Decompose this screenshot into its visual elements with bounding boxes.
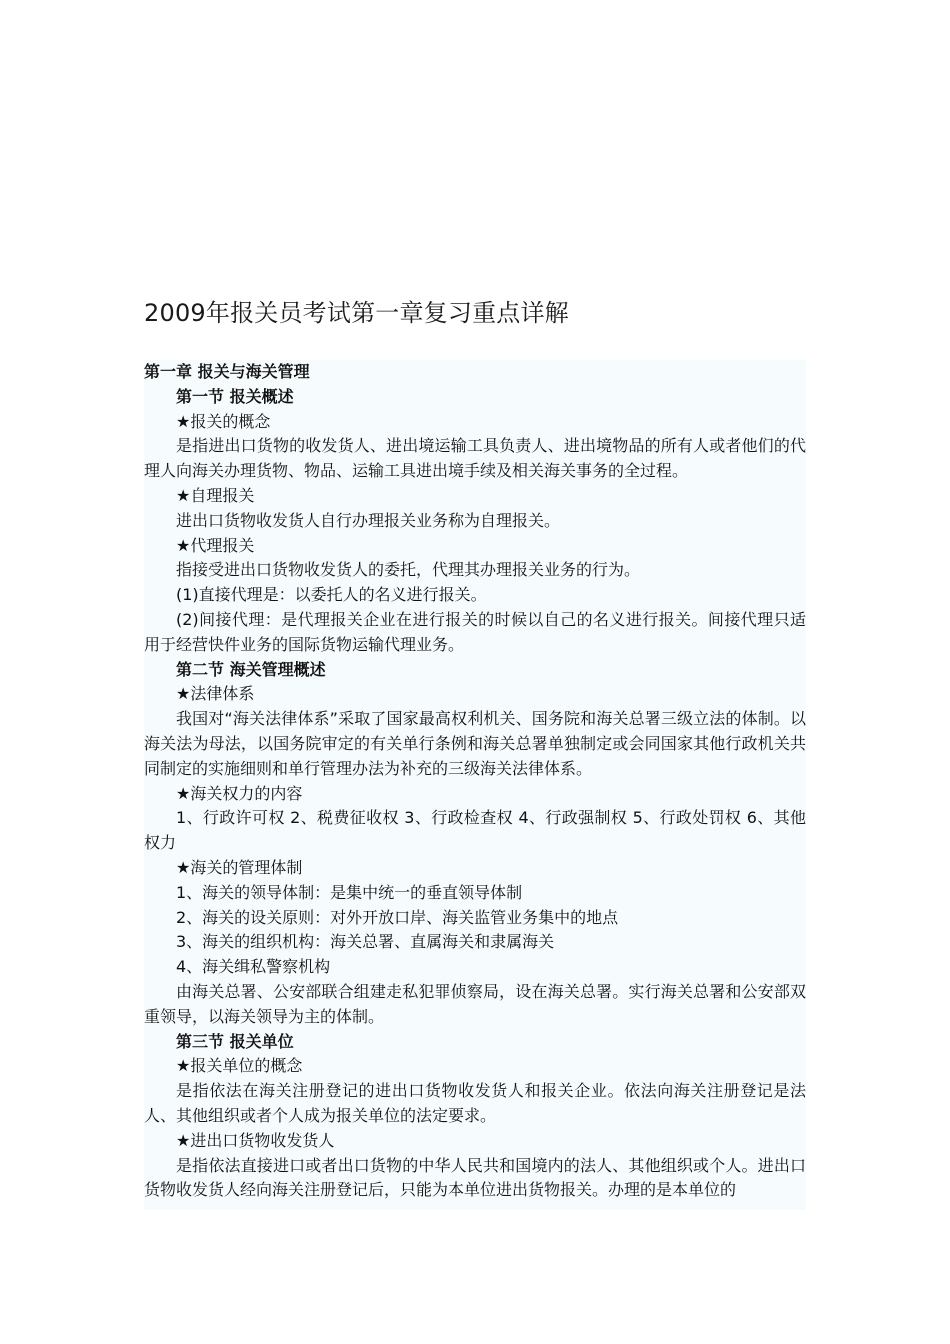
body-paragraph: (1)直接代理是：以委托人的名义进行报关。 — [176, 585, 487, 605]
body-paragraph: 我国对“海关法律体系”采取了国家最高权利机关、国务院和海关总署三级立法的体制。以海关法为母法，以国务院审定的有关单行条例和海关总署单独制定或会同国家其他行政机关共同制定的实施细则和单行管理办法为补充的三级海关法律体系。 — [144, 709, 806, 778]
body-paragraph: ★报关单位的概念 — [176, 1056, 303, 1076]
document-body — [144, 360, 806, 1210]
body-paragraph: ★自理报关 — [176, 485, 255, 505]
body-paragraph: 3、海关的组织机构：海关总署、直属海关和隶属海关 — [176, 932, 555, 952]
body-paragraph: 1、行政许可权 2、税费征收权 3、行政检查权 4、行政强制权 5、行政处罚权 6、其他权力 — [144, 808, 806, 853]
section-heading: 第二节 海关管理概述 — [176, 659, 326, 679]
section-heading: 第一节 报关概述 — [176, 386, 294, 406]
body-paragraph: 2、海关的设关原则：对外开放口岸、海关监管业务集中的地点 — [176, 907, 619, 927]
body-paragraph: 1、海关的领导体制：是集中统一的垂直领导体制 — [176, 882, 523, 902]
section-heading: 第一章 报关与海关管理 — [144, 362, 310, 381]
body-paragraph: (2)间接代理：是代理报关企业在进行报关的时候以自己的名义进行报关。间接代理只适用于经营快件业务的国际货物运输代理业务。 — [144, 609, 806, 654]
body-paragraph: 指接受进出口货物收发货人的委托，代理其办理报关业务的行为。 — [176, 560, 641, 580]
body-paragraph: ★报关的概念 — [176, 411, 271, 431]
body-paragraph: ★进出口货物收发货人 — [176, 1130, 335, 1150]
body-paragraph: ★代理报关 — [176, 535, 255, 555]
body-paragraph: 是指依法在海关注册登记的进出口货物收发货人和报关企业。依法向海关注册登记是法人、其他组织或者个人成为报关单位的法定要求。 — [144, 1081, 806, 1125]
section-heading: 第三节 报关单位 — [176, 1031, 294, 1051]
body-paragraph: 进出口货物收发货人自行办理报关业务称为自理报关。 — [176, 510, 561, 530]
document-title: 2009年报关员考试第一章复习重点详解 — [144, 299, 569, 327]
body-paragraph: 是指进出口货物的收发货人、进出境运输工具负责人、进出境物品的所有人或者他们的代理人向海关办理货物、物品、运输工具进出境手续及相关海关事务的全过程。 — [144, 436, 806, 481]
body-paragraph: ★海关权力的内容 — [176, 783, 303, 803]
body-paragraph: 是指依法直接进口或者出口货物的中华人民共和国境内的法人、其他组织或个人。进出口货物收发货人经向海关注册登记后，只能为本单位进出货物报关。办理的是本单位的 — [144, 1155, 806, 1200]
body-paragraph: ★法律体系 — [176, 684, 255, 704]
body-paragraph: 由海关总署、公安部联合组建走私犯罪侦察局，设在海关总署。实行海关总署和公安部双重领导，以海关领导为主的体制。 — [144, 981, 806, 1026]
body-paragraph: 4、海关缉私警察机构 — [176, 957, 331, 977]
body-paragraph: ★海关的管理体制 — [176, 857, 303, 877]
